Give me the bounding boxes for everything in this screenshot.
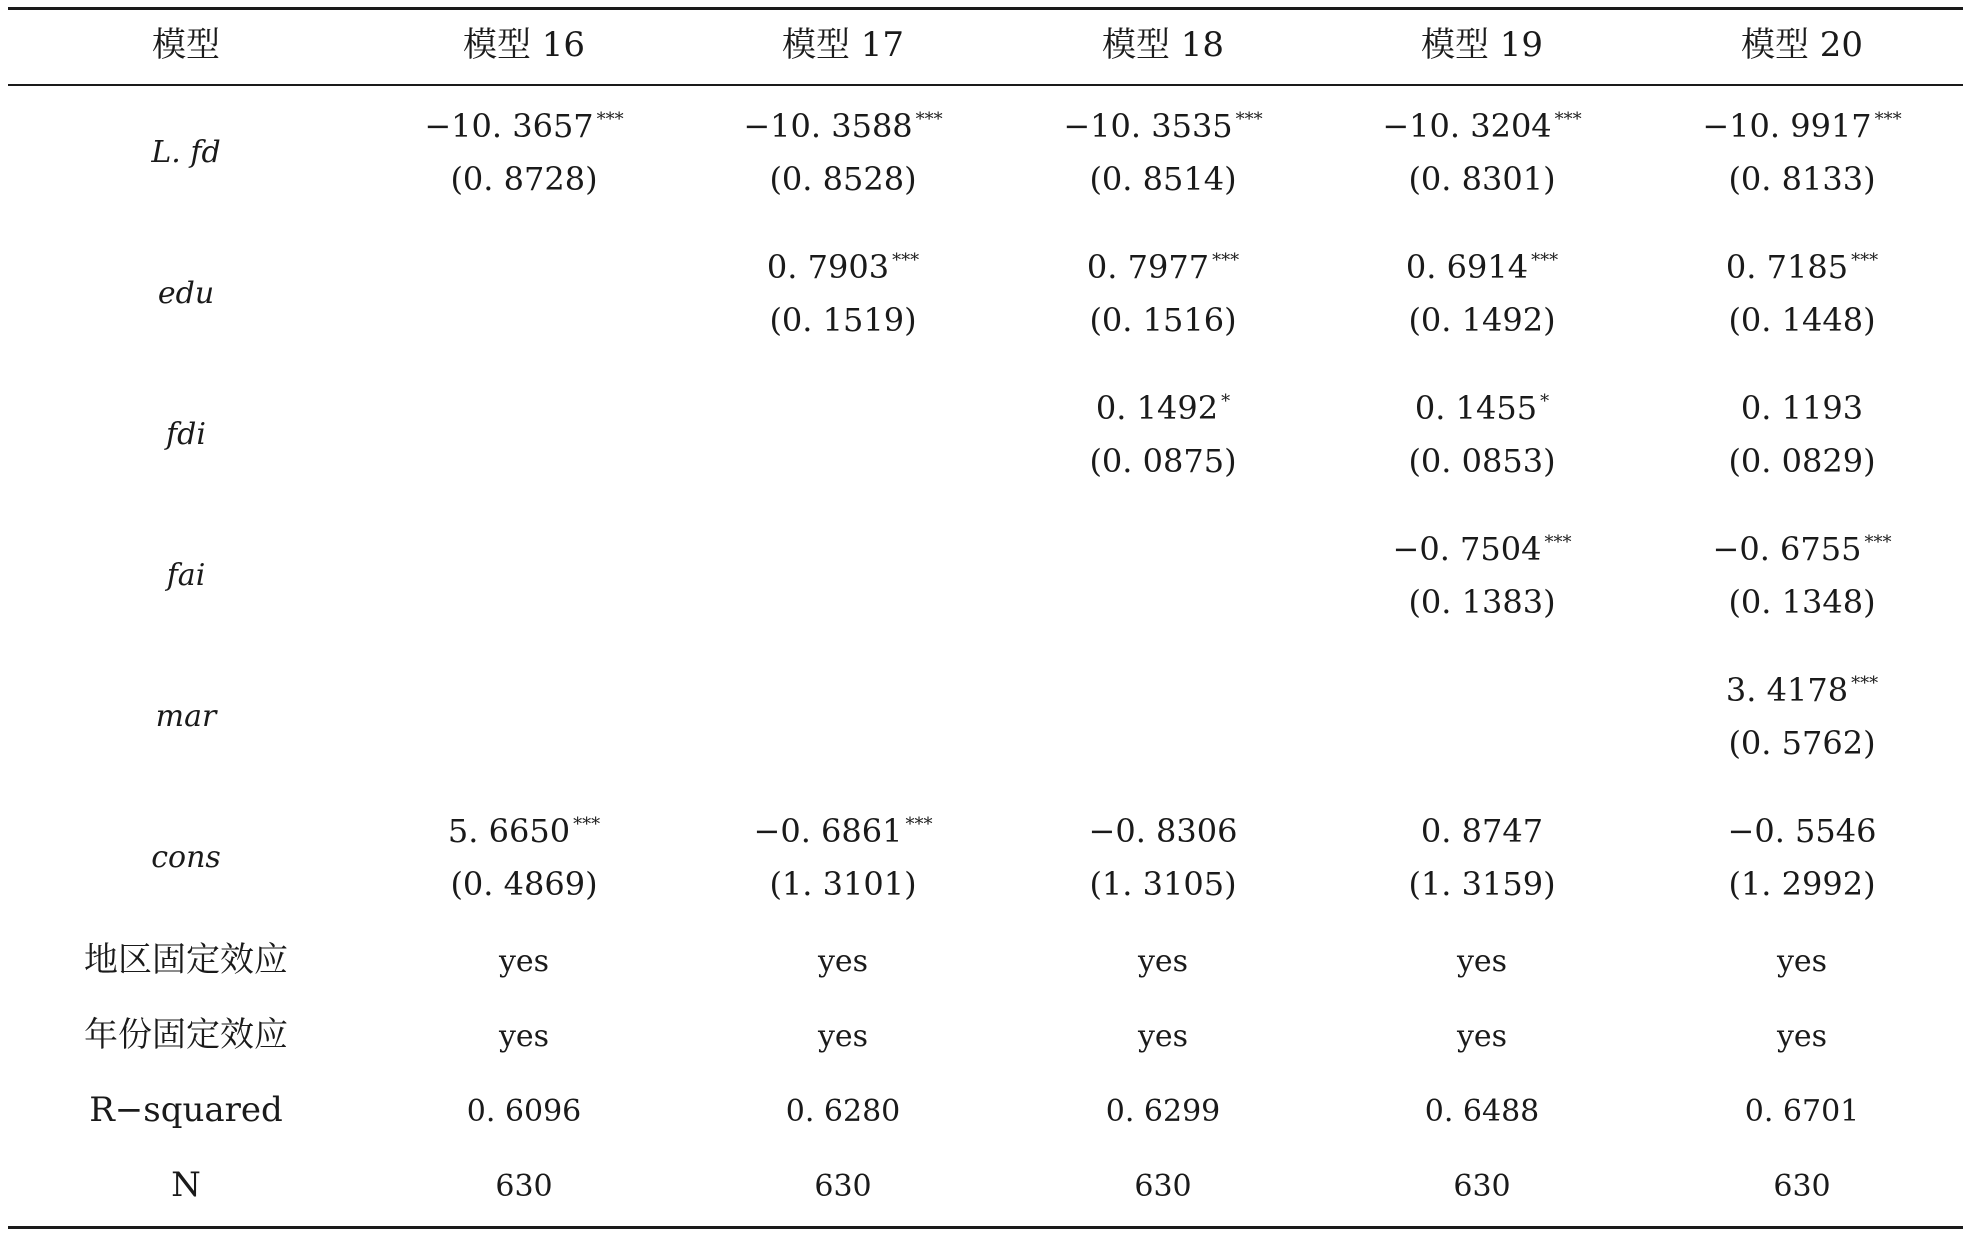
summary-value: 0. 6096 bbox=[466, 1094, 582, 1129]
coefficient-cell bbox=[1741, 389, 1863, 427]
summary-row bbox=[0, 1015, 1971, 1065]
significance-stars: *** bbox=[1235, 109, 1263, 131]
variable-name: edu bbox=[157, 276, 215, 311]
standard-error-cell: (1. 3159) bbox=[1408, 865, 1556, 903]
coefficient-cell bbox=[1063, 107, 1262, 145]
table-row bbox=[0, 671, 1971, 764]
coefficient-value: −10. 3657 bbox=[424, 107, 594, 145]
standard-error-cell: (0. 5762) bbox=[1728, 724, 1876, 762]
summary-value: 630 bbox=[1134, 1169, 1192, 1204]
coefficient-value: 0. 6914 bbox=[1405, 248, 1529, 286]
coefficient-value: 0. 7903 bbox=[766, 248, 890, 286]
table-row bbox=[0, 107, 1971, 200]
standard-error-cell: (0. 1383) bbox=[1408, 583, 1556, 621]
coefficient-cell bbox=[743, 107, 942, 145]
summary-row-label: N bbox=[171, 1165, 201, 1205]
coefficient-value: 5. 6650 bbox=[447, 812, 571, 850]
significance-stars: *** bbox=[892, 250, 920, 272]
coefficient-value: −0. 8306 bbox=[1088, 812, 1238, 850]
variable-name: L. fd bbox=[151, 135, 221, 170]
coefficient-cell bbox=[1726, 671, 1878, 709]
coefficient-cell bbox=[767, 248, 919, 286]
coefficient-cell bbox=[1096, 389, 1230, 427]
standard-error-cell: (0. 1492) bbox=[1408, 301, 1556, 339]
variable-name: fdi bbox=[166, 417, 206, 452]
header-cell-model-16: 模型 16 bbox=[462, 25, 586, 65]
summary-value: 630 bbox=[495, 1169, 553, 1204]
significance-stars: *** bbox=[1544, 532, 1572, 554]
coefficient-value: 0. 1492 bbox=[1095, 389, 1219, 427]
coefficient-value: 0. 7185 bbox=[1725, 248, 1849, 286]
coefficient-value: −10. 3588 bbox=[743, 107, 913, 145]
standard-error-cell: (0. 8514) bbox=[1089, 160, 1237, 198]
summary-value: yes bbox=[817, 1019, 869, 1054]
summary-row bbox=[0, 1165, 1971, 1215]
table-bottom-rule bbox=[8, 1226, 1963, 1229]
standard-error-cell: (0. 0853) bbox=[1408, 442, 1556, 480]
significance-stars: *** bbox=[596, 109, 624, 131]
coefficient-cell bbox=[1087, 248, 1239, 286]
significance-stars: *** bbox=[573, 814, 601, 836]
standard-error-cell: (1. 3105) bbox=[1089, 865, 1237, 903]
standard-error-cell: (0. 0875) bbox=[1089, 442, 1237, 480]
summary-value: yes bbox=[1456, 1019, 1508, 1054]
summary-value: yes bbox=[498, 1019, 550, 1054]
summary-value: yes bbox=[1776, 1019, 1828, 1054]
coefficient-value: 3. 4178 bbox=[1725, 671, 1849, 709]
significance-stars: *** bbox=[1851, 250, 1879, 272]
coefficient-cell bbox=[1726, 248, 1878, 286]
coefficient-cell bbox=[1382, 107, 1581, 145]
coefficient-cell bbox=[1421, 812, 1543, 850]
summary-value: yes bbox=[1456, 944, 1508, 979]
table-row bbox=[0, 530, 1971, 623]
coefficient-cell bbox=[424, 107, 623, 145]
summary-value: 0. 6299 bbox=[1105, 1094, 1221, 1129]
summary-value: yes bbox=[1776, 944, 1828, 979]
variable-name: fai bbox=[166, 558, 206, 593]
standard-error-cell: (0. 1519) bbox=[769, 301, 917, 339]
coefficient-value: −0. 5546 bbox=[1727, 812, 1877, 850]
table-row bbox=[0, 812, 1971, 905]
coefficient-value: 0. 8747 bbox=[1420, 812, 1544, 850]
standard-error-cell: (1. 3101) bbox=[769, 865, 917, 903]
summary-value: 0. 6280 bbox=[785, 1094, 901, 1129]
coefficient-value: −10. 3535 bbox=[1063, 107, 1233, 145]
coefficient-value: 0. 7977 bbox=[1086, 248, 1210, 286]
standard-error-cell: (0. 8728) bbox=[450, 160, 598, 198]
standard-error-cell: (0. 0829) bbox=[1728, 442, 1876, 480]
coefficient-value: −0. 6861 bbox=[753, 812, 903, 850]
table-row bbox=[0, 389, 1971, 482]
table-row bbox=[0, 248, 1971, 341]
standard-error-cell: (1. 2992) bbox=[1728, 865, 1876, 903]
summary-value: 630 bbox=[1453, 1169, 1511, 1204]
coefficient-value: −0. 7504 bbox=[1392, 530, 1542, 568]
standard-error-cell: (0. 8133) bbox=[1728, 160, 1876, 198]
significance-stars: * bbox=[1540, 391, 1550, 413]
coefficient-cell bbox=[448, 812, 600, 850]
variable-name: mar bbox=[155, 699, 217, 734]
significance-stars: *** bbox=[1554, 109, 1582, 131]
significance-stars: *** bbox=[1864, 532, 1892, 554]
coefficient-value: −0. 6755 bbox=[1712, 530, 1862, 568]
header-cell-model-17: 模型 17 bbox=[781, 25, 905, 65]
coefficient-cell bbox=[1728, 812, 1877, 850]
significance-stars: *** bbox=[1851, 673, 1879, 695]
coefficient-cell bbox=[1406, 248, 1558, 286]
variable-name: cons bbox=[151, 840, 221, 875]
summary-value: 0. 6488 bbox=[1424, 1094, 1540, 1129]
significance-stars: *** bbox=[905, 814, 933, 836]
standard-error-cell: (0. 8301) bbox=[1408, 160, 1556, 198]
summary-value: 630 bbox=[1773, 1169, 1831, 1204]
coefficient-value: 0. 1455 bbox=[1414, 389, 1538, 427]
summary-value: yes bbox=[498, 944, 550, 979]
standard-error-cell: (0. 1448) bbox=[1728, 301, 1876, 339]
significance-stars: *** bbox=[915, 109, 943, 131]
header-cell-model-18: 模型 18 bbox=[1101, 25, 1225, 65]
summary-value: yes bbox=[1137, 944, 1189, 979]
header-cell-model: 模型 bbox=[152, 25, 220, 65]
coefficient-cell bbox=[1089, 812, 1238, 850]
summary-value: yes bbox=[1137, 1019, 1189, 1054]
summary-row-label: R−squared bbox=[89, 1090, 283, 1130]
summary-value: 0. 6701 bbox=[1744, 1094, 1860, 1129]
standard-error-cell: (0. 8528) bbox=[769, 160, 917, 198]
standard-error-cell: (0. 4869) bbox=[450, 865, 598, 903]
coefficient-value: −10. 3204 bbox=[1382, 107, 1552, 145]
summary-row-label: 年份固定效应 bbox=[84, 1015, 288, 1055]
coefficient-value: 0. 1193 bbox=[1740, 389, 1864, 427]
significance-stars: *** bbox=[1874, 109, 1902, 131]
significance-stars: *** bbox=[1212, 250, 1240, 272]
significance-stars: *** bbox=[1531, 250, 1559, 272]
summary-value: yes bbox=[817, 944, 869, 979]
header-cell-model-20: 模型 20 bbox=[1740, 25, 1864, 65]
table-header-row bbox=[0, 10, 1971, 84]
summary-row-label: 地区固定效应 bbox=[84, 940, 288, 980]
coefficient-value: −10. 9917 bbox=[1702, 107, 1872, 145]
standard-error-cell: (0. 1516) bbox=[1089, 301, 1237, 339]
coefficient-cell bbox=[1415, 389, 1549, 427]
significance-stars: * bbox=[1221, 391, 1231, 413]
summary-row bbox=[0, 940, 1971, 990]
coefficient-cell bbox=[754, 812, 933, 850]
coefficient-cell bbox=[1702, 107, 1901, 145]
table-header-rule bbox=[8, 84, 1963, 86]
summary-value: 630 bbox=[814, 1169, 872, 1204]
coefficient-cell bbox=[1393, 530, 1572, 568]
header-cell-model-19: 模型 19 bbox=[1420, 25, 1544, 65]
standard-error-cell: (0. 1348) bbox=[1728, 583, 1876, 621]
coefficient-cell bbox=[1713, 530, 1892, 568]
summary-row bbox=[0, 1090, 1971, 1140]
